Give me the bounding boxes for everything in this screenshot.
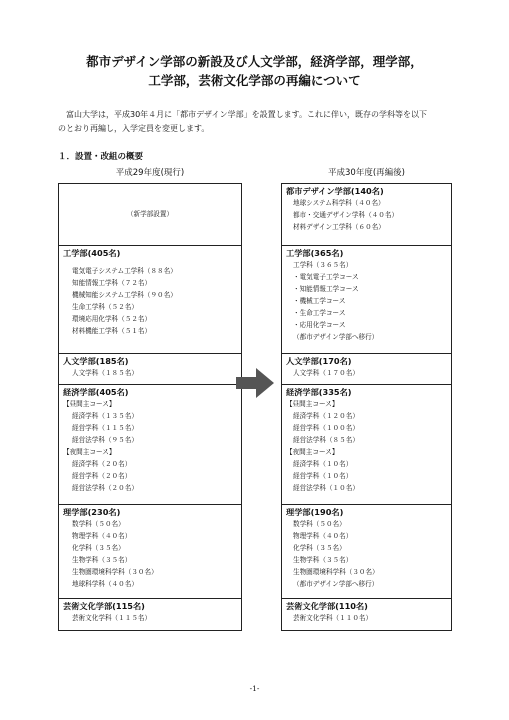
left-column-header: 平成29年度(現行) [115, 168, 185, 178]
humanities-cell-current [59, 353, 241, 384]
dept-line: 知能情報工学科（７２名） [72, 279, 152, 287]
right-column-header: 平成30年度(再編後) [328, 168, 405, 178]
dept-line: 化学科（３５名） [293, 544, 346, 552]
new-faculty-placeholder-cell [59, 184, 241, 245]
course-line: ・生命工学コース [293, 309, 346, 317]
dept-line: 経営法学科（９５名） [72, 436, 138, 444]
dept-line: 経済学科（１３５名） [72, 412, 138, 420]
dept-line: 化学科（３５名） [72, 544, 125, 552]
dept-line: 生物学科（３５名） [293, 556, 353, 564]
dept-line: 材料機能工学科（５１名） [72, 327, 152, 335]
faculty-heading: 芸術文化学部(110名) [286, 601, 368, 611]
dept-line: 経済学科（１０名） [293, 460, 353, 468]
course-line: ・知能情報工学コース [293, 285, 359, 293]
section-heading: １．設置・改組の概要 [58, 152, 144, 162]
engineering-cell-current [59, 245, 241, 353]
humanities-cell-new [282, 353, 451, 384]
current-organization-table [58, 183, 242, 631]
course-label: 【夜間主コース】 [63, 448, 116, 456]
dept-line: 芸術文化学科（１１０名） [293, 614, 373, 622]
course-line: ・電気電子工学コース [293, 273, 359, 281]
transfer-note: （都市デザイン学部へ移行） [293, 580, 379, 588]
science-cell-new [282, 504, 451, 598]
course-label: 【昼間主コース】 [63, 400, 116, 408]
dept-line: 生物圏環境科学科（３０名） [72, 568, 158, 576]
arts-cell-current [59, 598, 241, 632]
course-line: ・機械工学コース [293, 297, 346, 305]
dept-line: 電気電子システム工学科（８８名） [72, 267, 177, 275]
dept-line: 地球システム科学科（４０名） [293, 199, 385, 207]
science-cell-current [59, 504, 241, 598]
dept-line: 経営学科（１０名） [293, 472, 353, 480]
reorganized-table [281, 183, 452, 631]
faculty-heading: 人文学部(185名) [63, 356, 129, 366]
dept-line: 経営学科（１１５名） [72, 424, 138, 432]
faculty-heading: 経済学部(335名) [286, 387, 352, 397]
dept-line: 生命工学科（５２名） [72, 303, 138, 311]
course-label: 【夜間主コース】 [286, 448, 339, 456]
dept-line: 経営学科（２０名） [72, 472, 132, 480]
economics-cell-new [282, 384, 451, 504]
dept-line: 数学科（５０名） [293, 520, 346, 528]
dept-line: 生物圏環境科学科（３０名） [293, 568, 379, 576]
dept-line: 人文学科（１８５名） [72, 369, 138, 377]
dept-line: 経済学科（１２０名） [293, 412, 359, 420]
faculty-heading: 工学部(365名) [286, 248, 344, 258]
dept-line: 物理学科（４０名） [293, 532, 353, 540]
dept-line: 工学科（３６５名） [293, 261, 353, 269]
faculty-heading: 芸術文化学部(115名) [63, 601, 145, 611]
dept-line: 人文学科（１７０名） [293, 369, 359, 377]
intro-line-2: のとおり再編し，入学定員を変更します。 [58, 124, 210, 133]
dept-line: 経営学科（１００名） [293, 424, 359, 432]
document-title [0, 52, 509, 90]
faculty-heading: 都市デザイン学部(140名) [286, 186, 384, 196]
faculty-heading: 理学部(230名) [63, 507, 121, 517]
intro-line-1: 富山大学は，平成30年４月に「都市デザイン学部」を設置します。これに伴い，既存の学科等を以下 [66, 110, 427, 119]
dept-line: 数学科（５０名） [72, 520, 125, 528]
faculty-heading: 工学部(405名) [63, 248, 121, 258]
dept-line: 芸術文化学科（１１５名） [72, 614, 152, 622]
dept-line: 地球科学科（４０名） [72, 580, 138, 588]
page-number: -1- [249, 684, 260, 693]
dept-line: 物理学科（４０名） [72, 532, 132, 540]
dept-line: 材料デザイン工学科（６０名） [293, 223, 385, 231]
dept-line: 経営法学科（２０名） [72, 484, 138, 492]
dept-line: 機械知能システム工学科（９０名） [72, 291, 177, 299]
course-label: 【昼間主コース】 [286, 400, 339, 408]
economics-cell-current [59, 384, 241, 504]
title-line-2: 工学部，芸術文化学部の再編について [148, 73, 361, 88]
arts-cell-new [282, 598, 451, 632]
faculty-heading: 理学部(190名) [286, 507, 344, 517]
dept-line: 都市・交通デザイン学科（４０名） [293, 211, 399, 219]
urban-design-cell [282, 184, 451, 245]
dept-line: 生物学科（３５名） [72, 556, 132, 564]
new-faculty-placeholder: （新学部設置） [126, 210, 174, 218]
engineering-cell-new [282, 245, 451, 353]
title-line-1: 都市デザイン学部の新設及び人文学部，経済学部，理学部， [86, 54, 423, 69]
transfer-note: （都市デザイン学部へ移行） [293, 333, 379, 341]
dept-line: 経営法学科（１０名） [293, 484, 359, 492]
right-arrow-icon [236, 368, 274, 398]
intro-paragraph [58, 108, 458, 136]
dept-line: 経済学科（２０名） [72, 460, 132, 468]
dept-line: 経営法学科（８５名） [293, 436, 359, 444]
dept-line: 環境応用化学科（５２名） [72, 315, 152, 323]
course-line: ・応用化学コース [293, 321, 346, 329]
faculty-heading: 人文学部(170名) [286, 356, 352, 366]
faculty-heading: 経済学部(405名) [63, 387, 129, 397]
